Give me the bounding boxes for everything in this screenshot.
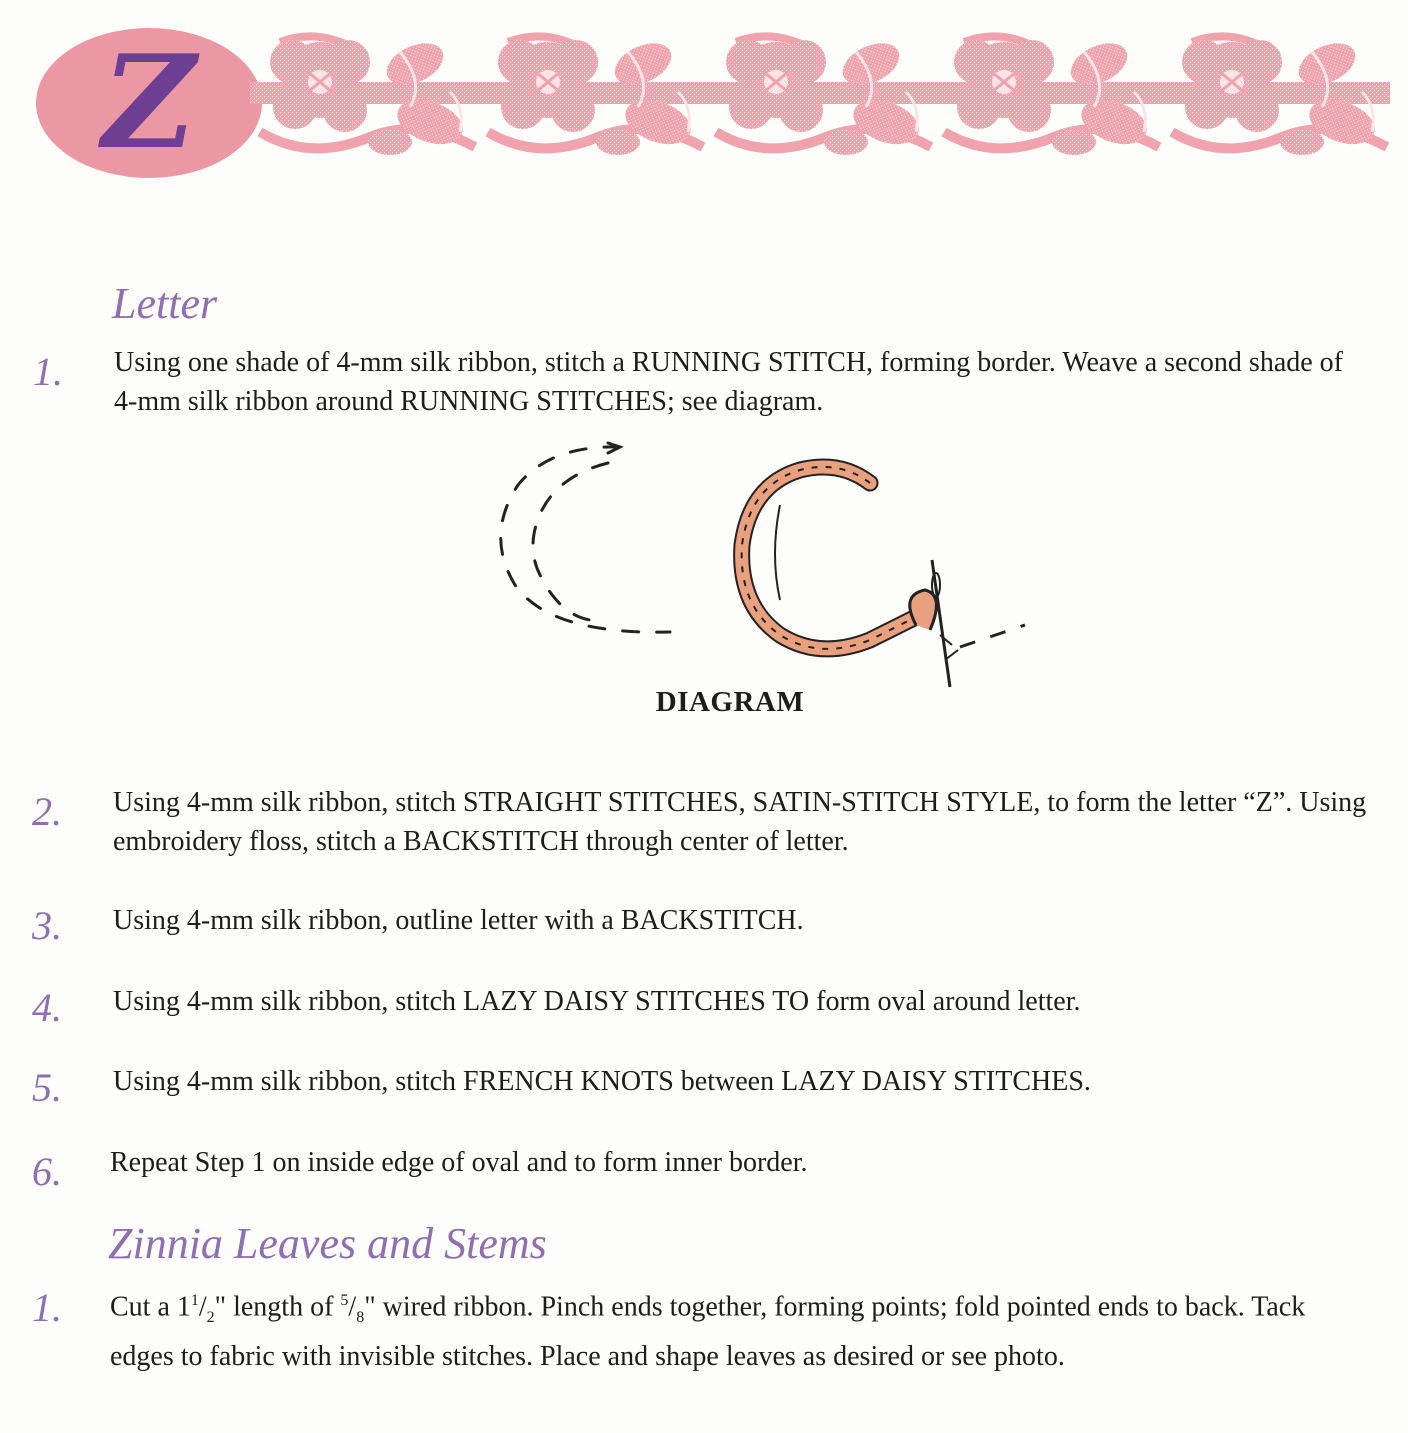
diagram-caption: DIAGRAM: [655, 686, 805, 718]
step-text: Using 4-mm silk ribbon, stitch STRAIGHT STITCHES, SATIN-STITCH STYLE, to form the letter “Z”. Using embroidery floss, stitch a BACKSTITCH through center of letter.: [113, 787, 1367, 857]
step-text: Using 4-mm silk ribbon, outline letter with a BACKSTITCH.: [113, 905, 804, 936]
section-title-zinnia: Zinnia Leaves and Stems: [108, 1219, 547, 1268]
step-number: 1.: [32, 1285, 62, 1330]
section-title-letter: Letter: [112, 279, 218, 328]
step-number: 6.: [32, 1149, 62, 1194]
step-text: Using one shade of 4-mm silk ribbon, stitch a RUNNING STITCH, forming border. Weave a second shade of 4-mm silk ribbon around RUNNING STITCHES; see diagram.: [114, 347, 1343, 417]
running-stitch-diagram-icon: [480, 425, 1040, 695]
page-header: [0, 0, 1408, 200]
step-text: Cut a $1^1/_2$" length of $^5/_8$" wired ribbon. Pinch ends together, forming points; fold pointed ends to back. Tack edges to fabric with invisible stitches. Place and shape leaves as desired or see photo.: [110, 1291, 1306, 1372]
floral-border-icon: [250, 22, 1390, 172]
letter-badge: [36, 28, 262, 178]
step-number: 4.: [32, 985, 62, 1030]
step-number: 3.: [32, 903, 62, 948]
step-text: Using 4-mm silk ribbon, stitch LAZY DAISY STITCHES TO form oval around letter.: [113, 986, 1081, 1017]
badge-letter: Z: [102, 28, 196, 178]
step-number: 2.: [32, 789, 62, 834]
step-text: Using 4-mm silk ribbon, stitch FRENCH KNOTS between LAZY DAISY STITCHES.: [113, 1066, 1091, 1097]
step-text: Repeat Step 1 on inside edge of oval and to form inner border.: [110, 1147, 808, 1178]
step-number: 1.: [33, 349, 63, 394]
step-number: 5.: [32, 1065, 62, 1110]
